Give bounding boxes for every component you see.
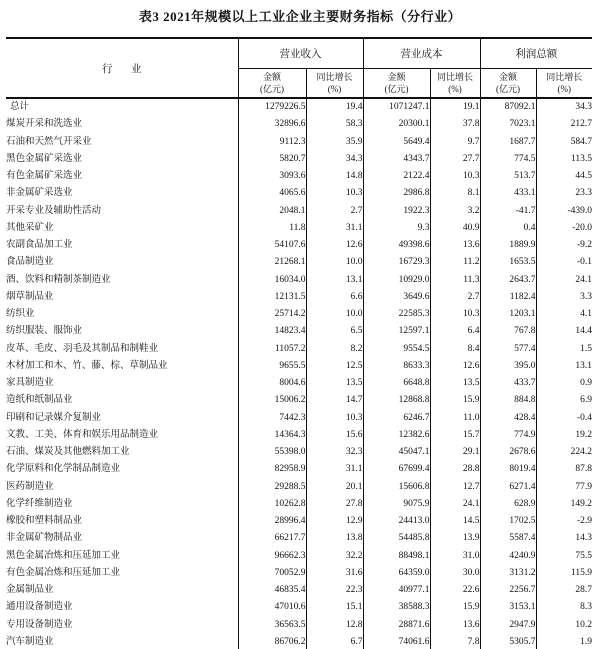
profit-growth-cell: 115.9 <box>570 567 592 578</box>
revenue-growth-cell: 27.8 <box>306 496 363 513</box>
profit-growth-cell: 14.4 <box>575 326 592 337</box>
profit-growth-cell: 23.3 <box>575 188 592 199</box>
profit-amount-cell: -41.7 <box>480 203 536 220</box>
profit-growth-cell: 24.1 <box>575 274 592 285</box>
cost-growth-cell: 11.0 <box>430 410 480 427</box>
revenue-amount-cell: 32896.6 <box>238 116 306 133</box>
industry-name: 化学原料和化学制品制造业 <box>6 461 238 478</box>
profit-growth-cell: 113.5 <box>570 153 592 164</box>
profit-growth-cell: 1.9 <box>580 636 592 647</box>
revenue-growth-cell: 15.6 <box>306 427 363 444</box>
profit-growth-cell: 14.3 <box>575 533 592 544</box>
table-row <box>6 582 592 599</box>
revenue-amount-cell: 9112.3 <box>238 134 306 151</box>
table-row <box>6 375 592 392</box>
industry-name: 橡胶和塑料制品业 <box>6 513 238 530</box>
industry-name: 黑色金属矿采选业 <box>6 151 238 168</box>
revenue-amount-cell: 10262.8 <box>238 496 306 513</box>
profit-amount-cell: 0.4 <box>480 220 536 237</box>
table-row <box>6 513 592 530</box>
cost-growth-cell: 2.7 <box>430 289 480 306</box>
profit-amount-cell: 87092.1 <box>480 98 536 116</box>
industry-name: 其他采矿业 <box>6 220 238 237</box>
cost-growth-cell: 30.0 <box>430 565 480 582</box>
revenue-growth-cell: 31.1 <box>306 220 363 237</box>
revenue-amount-cell: 21268.1 <box>238 254 306 271</box>
cost-growth-cell: 28.8 <box>430 461 480 478</box>
table-row <box>6 98 592 116</box>
cost-amount-cell: 8633.3 <box>363 358 430 375</box>
revenue-growth-cell: 34.3 <box>306 151 363 168</box>
cost-growth-cell: 27.7 <box>430 151 480 168</box>
profit-amount-cell: 5587.4 <box>480 530 536 547</box>
industry-name: 石油和天然气开采业 <box>6 134 238 151</box>
amount-label: 金额 <box>498 72 517 82</box>
amount-unit: (亿元) <box>496 84 520 94</box>
cost-growth-cell: 12.7 <box>430 479 480 496</box>
cost-amount-cell: 6246.7 <box>363 410 430 427</box>
industry-name: 专用设备制造业 <box>6 617 238 634</box>
header-cost-amount <box>363 69 430 99</box>
revenue-growth-cell: 20.1 <box>306 479 363 496</box>
profit-growth-cell: 34.3 <box>575 102 592 112</box>
revenue-amount-cell: 5820.7 <box>238 151 306 168</box>
industry-name: 金属制品业 <box>6 582 238 599</box>
industry-name: 黑色金属冶炼和压延加工业 <box>6 548 238 565</box>
table-row <box>6 306 592 323</box>
table-row <box>6 185 592 202</box>
profit-amount-cell: 2678.6 <box>480 444 536 461</box>
cost-amount-cell: 4343.7 <box>363 151 430 168</box>
growth-unit: (%) <box>557 84 571 94</box>
revenue-growth-cell: 10.3 <box>306 185 363 202</box>
cost-amount-cell: 67699.4 <box>363 461 430 478</box>
cost-growth-cell: 31.0 <box>430 548 480 565</box>
revenue-amount-cell: 2048.1 <box>238 203 306 220</box>
growth-unit: (%) <box>448 84 462 94</box>
table-row <box>6 220 592 237</box>
amount-label: 金额 <box>262 72 281 82</box>
profit-amount-cell: 774.5 <box>480 151 536 168</box>
amount-unit: (亿元) <box>384 84 409 94</box>
profit-amount-cell: 395.0 <box>480 358 536 375</box>
cost-amount-cell: 6648.8 <box>363 375 430 392</box>
revenue-amount-cell: 15006.2 <box>238 392 306 409</box>
revenue-growth-cell: 58.3 <box>306 116 363 133</box>
profit-amount-cell: 577.4 <box>480 341 536 358</box>
revenue-growth-cell: 12.6 <box>306 237 363 254</box>
cost-growth-cell: 9.7 <box>430 134 480 151</box>
cost-amount-cell: 5649.4 <box>363 134 430 151</box>
revenue-growth-cell: 6.5 <box>306 323 363 340</box>
cost-amount-cell: 49398.6 <box>363 237 430 254</box>
table-row <box>6 168 592 185</box>
growth-label: 同比增长 <box>436 72 473 82</box>
table-row <box>6 410 592 427</box>
cost-amount-cell: 12868.8 <box>363 392 430 409</box>
header-profit-amount <box>480 69 536 99</box>
profit-growth-cell: -9.2 <box>576 240 592 250</box>
cost-growth-cell: 15.9 <box>430 392 480 409</box>
revenue-amount-cell: 11057.2 <box>238 341 306 358</box>
cost-growth-cell: 10.3 <box>430 306 480 323</box>
revenue-amount-cell: 7442.3 <box>238 410 306 427</box>
cost-growth-cell: 15.7 <box>430 427 480 444</box>
profit-amount-cell: 3131.2 <box>480 565 536 582</box>
industry-name: 有色金属冶炼和压延加工业 <box>6 565 238 582</box>
table-row <box>6 444 592 461</box>
revenue-growth-cell: 15.1 <box>306 599 363 616</box>
header-group-operating-cost: 营业成本 <box>363 38 480 69</box>
revenue-amount-cell: 1279226.5 <box>238 98 306 116</box>
profit-amount-cell: 628.9 <box>480 496 536 513</box>
revenue-amount-cell: 55398.0 <box>238 444 306 461</box>
profit-growth-cell: 87.8 <box>575 464 592 475</box>
cost-growth-cell: 6.4 <box>430 323 480 340</box>
cost-growth-cell: 3.2 <box>430 203 480 220</box>
profit-amount-cell: 7023.1 <box>480 116 536 133</box>
industry-name: 总计 <box>6 98 238 116</box>
cost-growth-cell: 24.1 <box>430 496 480 513</box>
cost-growth-cell: 15.9 <box>430 599 480 616</box>
amount-unit: (亿元) <box>260 84 284 94</box>
table-title: 表3 2021年规模以上工业企业主要财务指标（分行业） <box>138 9 462 24</box>
revenue-growth-cell: 13.5 <box>306 375 363 392</box>
industry-name: 非金属矿物制品业 <box>6 530 238 547</box>
cost-amount-cell: 88498.1 <box>363 548 430 565</box>
header-industry-column: 行 业 <box>6 38 238 98</box>
cost-growth-cell: 13.6 <box>430 237 480 254</box>
table-row <box>6 237 592 254</box>
revenue-growth-cell: 2.7 <box>306 203 363 220</box>
header-group-operating-revenue: 营业收入 <box>238 38 363 69</box>
cost-amount-cell: 24413.0 <box>363 513 430 530</box>
profit-amount-cell: 774.9 <box>480 427 536 444</box>
cost-growth-cell: 37.8 <box>430 116 480 133</box>
profit-growth-cell: 75.5 <box>575 550 592 561</box>
cost-growth-cell: 13.6 <box>430 617 480 634</box>
amount-label: 金额 <box>387 72 406 82</box>
revenue-amount-cell: 36563.5 <box>238 617 306 634</box>
revenue-amount-cell: 25714.2 <box>238 306 306 323</box>
profit-growth-cell: 212.7 <box>570 119 592 130</box>
cost-amount-cell: 10929.0 <box>363 272 430 289</box>
profit-amount-cell: 2256.7 <box>480 582 536 599</box>
table-row <box>6 392 592 409</box>
industry-name: 食品制造业 <box>6 254 238 271</box>
cost-growth-cell: 13.9 <box>430 530 480 547</box>
cost-amount-cell: 28871.6 <box>363 617 430 634</box>
revenue-growth-cell: 8.2 <box>306 341 363 358</box>
cost-growth-cell: 29.1 <box>430 444 480 461</box>
profit-growth-cell: 77.9 <box>575 481 592 492</box>
industry-name: 纺织业 <box>6 306 238 323</box>
revenue-growth-cell: 31.6 <box>306 565 363 582</box>
revenue-growth-cell: 6.7 <box>306 634 363 649</box>
cost-amount-cell: 45047.1 <box>363 444 430 461</box>
table-row <box>6 272 592 289</box>
table-row <box>6 323 592 340</box>
table-row <box>6 599 592 616</box>
table-row <box>6 548 592 565</box>
industry-name: 文教、工美、体育和娱乐用品制造业 <box>6 427 238 444</box>
revenue-growth-cell: 12.8 <box>306 617 363 634</box>
profit-growth-cell: -439.0 <box>567 205 592 216</box>
revenue-amount-cell: 14364.3 <box>238 427 306 444</box>
cost-growth-cell: 11.2 <box>430 254 480 271</box>
revenue-growth-cell: 12.5 <box>306 358 363 375</box>
profit-amount-cell: 3153.1 <box>480 599 536 616</box>
revenue-amount-cell: 8004.6 <box>238 375 306 392</box>
profit-amount-cell: 2643.7 <box>480 272 536 289</box>
revenue-amount-cell: 70052.9 <box>238 565 306 582</box>
profit-growth-cell: 28.7 <box>575 585 592 595</box>
profit-amount-cell: 1702.5 <box>480 513 536 530</box>
profit-amount-cell: 513.7 <box>480 168 536 185</box>
profit-amount-cell: 767.8 <box>480 323 536 340</box>
revenue-growth-cell: 12.9 <box>306 513 363 530</box>
table-row <box>6 427 592 444</box>
industry-name: 酒、饮料和精制茶制造业 <box>6 272 238 289</box>
profit-growth-cell: 6.9 <box>580 395 592 406</box>
header-group-total-profit: 利润总额 <box>480 38 592 69</box>
industry-name: 烟草制品业 <box>6 289 238 306</box>
revenue-growth-cell: 13.1 <box>306 272 363 289</box>
header-cost-growth <box>430 69 480 99</box>
profit-growth-cell: 3.3 <box>580 291 592 302</box>
cost-amount-cell: 3649.6 <box>363 289 430 306</box>
industry-name: 开采专业及辅助性活动 <box>6 203 238 220</box>
revenue-growth-cell: 10.0 <box>306 254 363 271</box>
table-row <box>6 289 592 306</box>
profit-amount-cell: 433.7 <box>480 375 536 392</box>
revenue-growth-cell: 13.8 <box>306 530 363 547</box>
growth-unit: (%) <box>327 84 342 94</box>
revenue-growth-cell: 10.0 <box>306 306 363 323</box>
profit-amount-cell: 433.1 <box>480 185 536 202</box>
cost-amount-cell: 9554.5 <box>363 341 430 358</box>
cost-amount-cell: 9075.9 <box>363 496 430 513</box>
financial-indicators-table <box>6 37 592 649</box>
cost-growth-cell: 7.8 <box>430 634 480 649</box>
cost-growth-cell: 22.6 <box>430 582 480 599</box>
industry-name: 皮革、毛皮、羽毛及其制品和制鞋业 <box>6 341 238 358</box>
table-row <box>6 461 592 478</box>
growth-label: 同比增长 <box>546 72 583 82</box>
profit-amount-cell: 8019.4 <box>480 461 536 478</box>
growth-label: 同比增长 <box>316 72 353 82</box>
cost-amount-cell: 16729.3 <box>363 254 430 271</box>
table-body <box>6 98 592 649</box>
cost-growth-cell: 8.4 <box>430 341 480 358</box>
revenue-amount-cell: 3093.6 <box>238 168 306 185</box>
table-row <box>6 634 592 649</box>
cost-amount-cell: 38588.3 <box>363 599 430 616</box>
industry-name: 有色金属矿采选业 <box>6 168 238 185</box>
table-row <box>6 341 592 358</box>
table-row <box>6 496 592 513</box>
cost-growth-cell: 40.9 <box>430 220 480 237</box>
industry-name: 化学纤维制造业 <box>6 496 238 513</box>
revenue-amount-cell: 96662.3 <box>238 548 306 565</box>
profit-amount-cell: 1889.9 <box>480 237 536 254</box>
industry-name: 非金属矿采选业 <box>6 185 238 202</box>
header-revenue-amount <box>238 69 306 99</box>
profit-amount-cell: 884.8 <box>480 392 536 409</box>
revenue-amount-cell: 47010.6 <box>238 599 306 616</box>
table-row <box>6 134 592 151</box>
profit-amount-cell: 1182.4 <box>480 289 536 306</box>
table-row <box>6 479 592 496</box>
cost-growth-cell: 19.1 <box>430 98 480 116</box>
revenue-growth-cell: 31.1 <box>306 461 363 478</box>
cost-amount-cell: 64359.0 <box>363 565 430 582</box>
cost-growth-cell: 14.5 <box>430 513 480 530</box>
revenue-amount-cell: 66217.7 <box>238 530 306 547</box>
profit-growth-cell: 149.2 <box>570 498 592 509</box>
industry-name: 煤炭开采和洗选业 <box>6 116 238 133</box>
cost-growth-cell: 13.5 <box>430 375 480 392</box>
revenue-growth-cell: 32.3 <box>306 444 363 461</box>
cost-amount-cell: 40977.1 <box>363 582 430 599</box>
revenue-growth-cell: 19.4 <box>306 98 363 116</box>
profit-amount-cell: 2947.9 <box>480 617 536 634</box>
industry-name: 造纸和纸制品业 <box>6 392 238 409</box>
revenue-growth-cell: 10.3 <box>306 410 363 427</box>
profit-growth-cell: -0.1 <box>576 257 592 268</box>
revenue-amount-cell: 28996.4 <box>238 513 306 530</box>
cost-amount-cell: 12382.6 <box>363 427 430 444</box>
industry-name: 农副食品加工业 <box>6 237 238 254</box>
revenue-amount-cell: 46835.4 <box>238 582 306 599</box>
cost-amount-cell: 15606.8 <box>363 479 430 496</box>
industry-name: 木材加工和木、竹、藤、棕、草制品业 <box>6 358 238 375</box>
revenue-growth-cell: 22.3 <box>306 582 363 599</box>
industry-name: 通用设备制造业 <box>6 599 238 616</box>
revenue-growth-cell: 14.7 <box>306 392 363 409</box>
profit-growth-cell: 4.1 <box>580 309 592 319</box>
table-header <box>6 38 592 98</box>
industry-name: 纺织服装、服饰业 <box>6 323 238 340</box>
revenue-amount-cell: 29288.5 <box>238 479 306 496</box>
cost-amount-cell: 9.3 <box>363 220 430 237</box>
cost-growth-cell: 11.3 <box>430 272 480 289</box>
cost-amount-cell: 20300.1 <box>363 116 430 133</box>
profit-growth-cell: 1.5 <box>580 343 592 354</box>
profit-amount-cell: 6271.4 <box>480 479 536 496</box>
profit-growth-cell: -0.4 <box>576 412 592 423</box>
revenue-amount-cell: 16034.0 <box>238 272 306 289</box>
revenue-amount-cell: 11.8 <box>238 220 306 237</box>
industry-name: 印刷和记录媒介复制业 <box>6 410 238 427</box>
revenue-growth-cell: 32.2 <box>306 548 363 565</box>
profit-growth-cell: 10.2 <box>575 619 592 630</box>
table-row <box>6 617 592 634</box>
profit-growth-cell: -2.9 <box>576 516 592 526</box>
table-row <box>6 116 592 133</box>
revenue-amount-cell: 4065.6 <box>238 185 306 202</box>
industry-name: 家具制造业 <box>6 375 238 392</box>
revenue-amount-cell: 9655.5 <box>238 358 306 375</box>
profit-growth-cell: 0.9 <box>580 378 592 388</box>
cost-growth-cell: 8.1 <box>430 185 480 202</box>
profit-amount-cell: 5305.7 <box>480 634 536 649</box>
revenue-amount-cell: 82958.9 <box>238 461 306 478</box>
revenue-growth-cell: 35.9 <box>306 134 363 151</box>
revenue-amount-cell: 14823.4 <box>238 323 306 340</box>
cost-amount-cell: 74061.6 <box>363 634 430 649</box>
table-row <box>6 254 592 271</box>
cost-amount-cell: 1922.3 <box>363 203 430 220</box>
header-profit-growth <box>536 69 592 99</box>
revenue-amount-cell: 12131.5 <box>238 289 306 306</box>
profit-growth-cell: 44.5 <box>575 171 592 181</box>
profit-growth-cell: -20.0 <box>572 222 592 233</box>
revenue-growth-cell: 6.6 <box>306 289 363 306</box>
cost-growth-cell: 12.6 <box>430 358 480 375</box>
profit-amount-cell: 428.4 <box>480 410 536 427</box>
profit-growth-cell: 584.7 <box>570 136 592 147</box>
profit-amount-cell: 4240.9 <box>480 548 536 565</box>
table-row <box>6 358 592 375</box>
table-row <box>6 530 592 547</box>
table-row <box>6 203 592 220</box>
industry-name: 医药制造业 <box>6 479 238 496</box>
profit-growth-cell: 13.1 <box>575 360 592 371</box>
cost-amount-cell: 22585.3 <box>363 306 430 323</box>
cost-amount-cell: 2122.4 <box>363 168 430 185</box>
cost-growth-cell: 10.3 <box>430 168 480 185</box>
profit-growth-cell: 8.3 <box>580 602 592 613</box>
header-revenue-growth <box>306 69 363 99</box>
cost-amount-cell: 1071247.1 <box>363 98 430 116</box>
revenue-amount-cell: 86706.2 <box>238 634 306 649</box>
revenue-growth-cell: 14.8 <box>306 168 363 185</box>
cost-amount-cell: 2986.8 <box>363 185 430 202</box>
profit-amount-cell: 1203.1 <box>480 306 536 323</box>
table-row <box>6 565 592 582</box>
profit-amount-cell: 1653.5 <box>480 254 536 271</box>
industry-name: 石油、煤炭及其他燃料加工业 <box>6 444 238 461</box>
cost-amount-cell: 54485.8 <box>363 530 430 547</box>
revenue-amount-cell: 54107.6 <box>238 237 306 254</box>
profit-growth-cell: 19.2 <box>575 429 592 440</box>
cost-amount-cell: 12597.1 <box>363 323 430 340</box>
table-row <box>6 151 592 168</box>
profit-amount-cell: 1687.7 <box>480 134 536 151</box>
industry-name: 汽车制造业 <box>6 634 238 649</box>
profit-growth-cell: 224.2 <box>570 447 592 457</box>
